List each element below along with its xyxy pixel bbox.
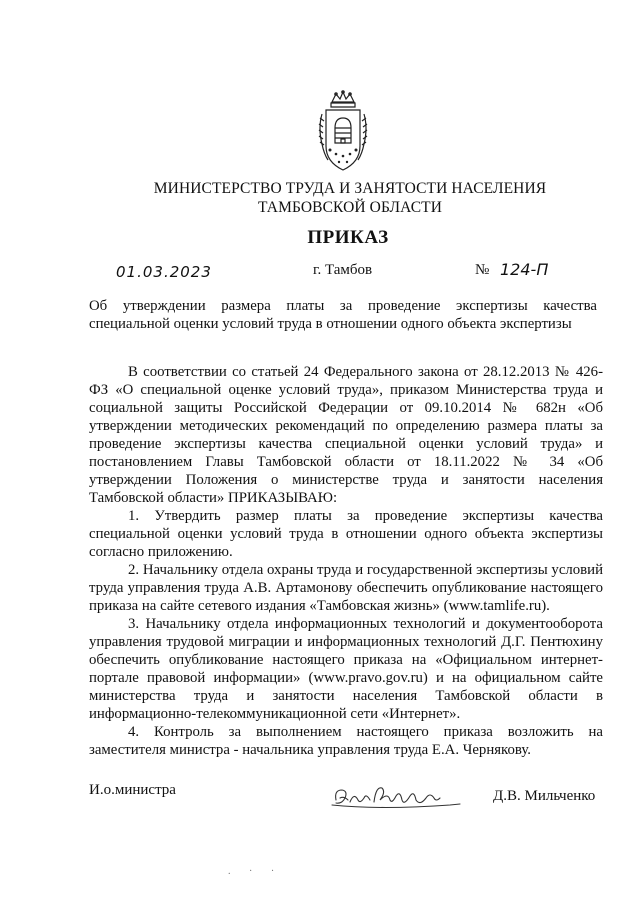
order-body (89, 363, 603, 759)
document-type-title: ПРИКАЗ (307, 227, 389, 248)
order-number-label: № (475, 262, 490, 278)
order-item-3: 3. Начальнику отдела информационных технологий и документооборота управления трудовой миграции и информационных технологий Д.Г. Пентюхину обеспечить опубликование настоящего приказа на «Официальном интернет-портале правовой информации» (www.pravo.gov.ru) и на официальном сайте министерства труда и занятости населения Тамбовской области в информационно-телекоммуникационной сети «Интернет». (89, 616, 603, 722)
order-subject: Об утверждении размера платы за проведение экспертизы качества специальной оценки условий труда в отношении одного объекта экспертизы (89, 298, 597, 332)
order-item-2: 2. Начальнику отдела охраны труда и государственной экспертизы условий труда управления труда А.В. Артамонову обеспечить опубликование настоящего приказа на сайте сетевого издания «Тамбовская жизнь» (www.tamlife.ru). (89, 562, 603, 614)
ministry-region: ТАМБОВСКОЙ ОБЛАСТИ (258, 199, 442, 216)
order-city: г. Тамбов (313, 262, 373, 278)
signer-position: И.о.министра (89, 782, 176, 798)
order-number: 124-П (500, 260, 549, 279)
tambov-coat-of-arms-icon (314, 88, 372, 174)
order-date: 01.03.2023 (116, 263, 212, 281)
order-preamble: В соответствии со статьей 24 Федерального закона от 28.12.2013 № 426-ФЗ «О специальной оценке условий труда», приказом Министерства труда и социальной защиты Российской Федерации от 09.10.2014 № 682н «Об утверждении методических рекомендаций по определению размера платы за проведение экспертизы качества специальной оценки условий труда» и постановлением Главы Тамбовской области от 18.11.2022 № 34 «Об утверждении Положения о министерстве труда и занятости населения Тамбовской области» ПРИКАЗЫВАЮ: (89, 364, 603, 506)
signer-name: Д.В. Мильченко (493, 788, 596, 804)
order-item-4: 4. Контроль за выполнением настоящего приказа возложить на заместителя министра - начальника управления труда Е.А. Чернякову. (89, 724, 603, 758)
handwritten-signature-icon (330, 778, 465, 814)
scan-artifact-dots: . · · (228, 866, 283, 877)
ministry-name: МИНИСТЕРСТВО ТРУДА И ЗАНЯТОСТИ НАСЕЛЕНИЯ (153, 180, 547, 197)
order-item-1: 1. Утвердить размер платы за проведение экспертизы качества специальной оценки условий труда в отношении одного объекта экспертизы согласно приложению. (89, 508, 603, 560)
ministry-header (0, 179, 640, 217)
